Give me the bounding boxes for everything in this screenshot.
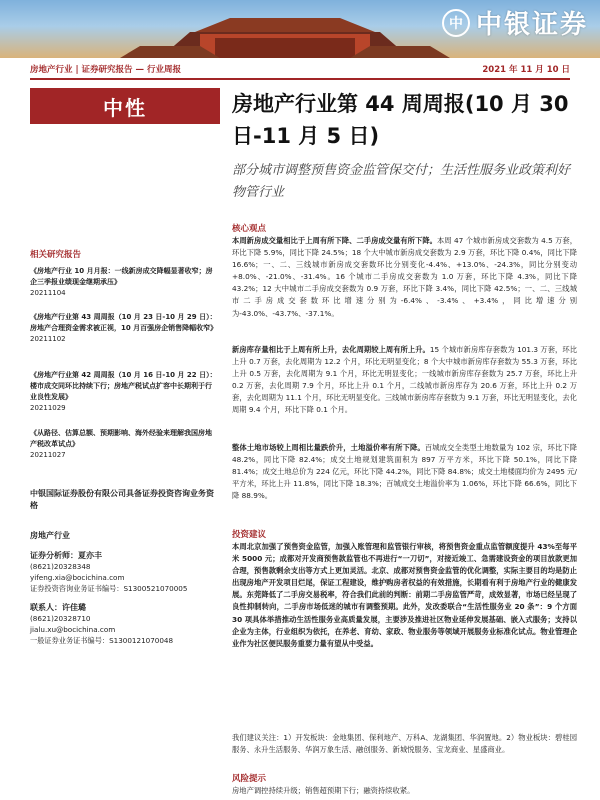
analyst-block [30, 550, 220, 594]
related-report-text: 《房地产行业第 42 周周报（10 月 16 日-10 月 22 日）：楼市成交同环比持续下行；房地产税试点扩容中长期利于行业良性发展》 [30, 371, 217, 401]
paragraph-lead: 整体土地市场较上周相比量跌价升，土地溢价率有所下降。 [232, 443, 425, 452]
paragraph-policy [232, 541, 577, 650]
investment-advice-heading: 投资建议 [232, 530, 267, 540]
related-report-item[interactable] [30, 312, 218, 345]
analyst-phone: (8621)20328348 [30, 562, 91, 571]
paragraph-body: 本周 47 个城市新房成交套数为 4.5 万套，环比下降 5.9%，同比下降 24.5%；18 个大中城市新房成交套数为 2.9 万套，环比下降 0.4%，同比下降 16.6%；一、二、三线城市新房成交套数环比分别变化-4.4%、+13.0%、-24.3%，同比分别变动+8.0%、-21.0%、-31.4%。16 个城市二手房成交套数为 1.0 万套，环比下降 4.3%，同比下降 43.2%；12 大中城市二手房成交套数为 0.9 万套，环比下降 3.4%，同比下降 42.5%；一、二、三线城市二手房成交套数环比增速分别为-6.4%、-3.4%、+3.4%，同比增速分别为-43.0%、-43.7%、-37.1%。 [232, 236, 578, 318]
analyst-name: 证券分析师：夏亦丰 [30, 551, 102, 560]
paragraph-body: 15 个城市新房库存套数为 101.3 万套，环比上升 0.7 万套，去化周期为 12.2 个月，环比无明显变化；8 个大中城市新房库存套数为 55.3 万套，环比上升 0.5 万套，去化周期为 9.1 个月，环比无明显变化；一线城市新房库存套数为 25.7 万套，环比上升 0.2 万套，去化周期 7.9 个月，环比上升 0.1 个月，二线城市新房库存为 20.6 万套，环比上升 0.2 万套，去化周期为 11.1 个月，环比无明显变化。三线城市新房库存套数为 9.1 万套，环比无明显变化，去化周期 9.4 个月，环比下降 0.1 个月。 [232, 345, 577, 415]
paragraph-risk: 房地产调控持续升级；销售超预期下行；融资持续收紧。 [232, 786, 415, 795]
report-header-strip [30, 60, 570, 80]
analyst-email[interactable]: yifeng.xia@bocichina.com [30, 573, 125, 582]
related-reports-heading: 相关研究报告 [30, 250, 82, 260]
paragraph-recommendations: 我们建议关注：1）开发板块：金地集团、保利地产、万科A、龙湖集团、华润置地。2）物业板块：碧桂园服务、永升生活服务、华润万象生活、融创服务、新城悦服务、宝龙商业、星盛商业。 [232, 733, 577, 755]
paragraph-body: 百城成交全类型土地数量为 102 宗，环比下降 48.2%，同比下降 82.4%；成交土地规划建筑面积为 897 万平方米，环比下降 50.1%，同比下降 81.4%；成交土地总价为 224 亿元，环比下降 44.2%，同比下降 84.8%；成交土地楼面均价为 2495 元/平方米，环比上升 11.8%，同比下降 18.3%；百城成交土地溢价率为 1.06%，环比下降 66.6%，同比下降 88.9%。 [232, 443, 577, 501]
related-report-item[interactable] [30, 428, 218, 461]
paragraph-lead: 新房库存量相比于上周有所上升，去化周期较上周有所上升。 [232, 345, 430, 354]
rating-badge: 中性 [30, 88, 220, 124]
paragraph-land-market [232, 442, 577, 502]
analyst-cert: 证券投资咨询业务证书编号：S1300521070005 [30, 584, 188, 593]
related-report-item[interactable] [30, 266, 218, 299]
palace-roof-illustration [120, 14, 450, 58]
related-report-date: 20211027 [30, 451, 66, 459]
contact-block [30, 602, 220, 646]
related-report-date: 20211104 [30, 289, 66, 297]
related-report-date: 20211102 [30, 335, 66, 343]
contact-email[interactable]: jialu.xu@bocichina.com [30, 625, 116, 634]
paragraph-body: 北京、成都对预售资金监管的优化调整，实际主要目的均是防止出现房地产开发项目烂尾，保证工程建设，维护购房者权益的有效措施，长期看有利于房地产行业的健康发展。东莞降低了二手房交易税率，符合我们此前的判断：前期二手房监管严苛，成效显著，市场已经呈现了良性抑制转向，二手房市场低迷的城市有调整预期。此外，发改委联合“生活性服务业 20 条”：9 个方面 30 项具体举措推动生活性服务业高质量发展，主要涉及推进社区物业延伸发展基础、嵌入式服务；支持以企业为主体，行业组织为依托，在养老、育幼、家政、物业服务等领域开展服务业标准化试点。物业管理企业作为社区便民服务重要力量有望从中受益。 [232, 566, 578, 648]
report-subtitle: 部分城市调整预售资金监管保交付；生活性服务业政策利好物管行业 [232, 163, 571, 200]
paragraph-inventory [232, 344, 577, 417]
contact-phone: (8621)20328710 [30, 614, 91, 623]
related-report-date: 20211029 [30, 404, 66, 412]
contact-name: 联系人：许佳璐 [30, 603, 86, 612]
paragraph-lead: 本周新房成交量相比于上周有所下降、二手房成交量有所下降。 [232, 236, 437, 245]
report-title: 房地产行业第 44 周周报(10 月 30 日-11 月 5 日) [232, 92, 569, 148]
related-report-text: 《从路径、估算总额、预期影响、海外经验来理解我国房地产税改革试点》 [30, 429, 212, 448]
company-name: 中银国际证券股份有限公司具备证券投资咨询业务资格 [30, 489, 214, 510]
risk-heading: 风险提示 [232, 774, 267, 784]
paragraph-lead: 本周北京加强了预售资金监管，加强入账管理和监管银行审核，将预售资金重点监管额度提升 43%至每平米 5000 元；成都对开发商预售款监管也不再进行“一刀切”，对接近竣工、急需建设资金的项目放款更加合理，预售款剩余支出等方式上更加灵活。 [232, 542, 577, 576]
contact-cert: 一般证券业务证书编号：S1300121070048 [30, 636, 174, 645]
left-column [30, 88, 220, 124]
report-category: 房地产行业 | 证券研究报告 — 行业周报 [30, 65, 181, 75]
header-banner [0, 0, 600, 58]
report-date: 2021 年 11 月 10 日 [482, 65, 570, 75]
logo-text: 中银证券 [475, 10, 588, 40]
core-views-heading: 核心观点 [232, 224, 267, 234]
paragraph-new-home-sales [232, 235, 577, 320]
logo-mark-icon: 中 [442, 9, 470, 37]
related-report-text: 《房地产行业第 43 周周报（10 月 23 日-10 月 29 日）：房地产合理资金需求被正视，10 月百强房企销售降幅收窄》 [30, 313, 218, 332]
related-report-text: 《房地产行业 10 月月报：一线新房成交降幅显著收窄；房企三季报业绩现金继期承压》 [30, 267, 213, 286]
sector-label: 房地产行业 [30, 531, 70, 540]
boci-logo [442, 4, 588, 41]
related-report-item[interactable] [30, 370, 218, 414]
